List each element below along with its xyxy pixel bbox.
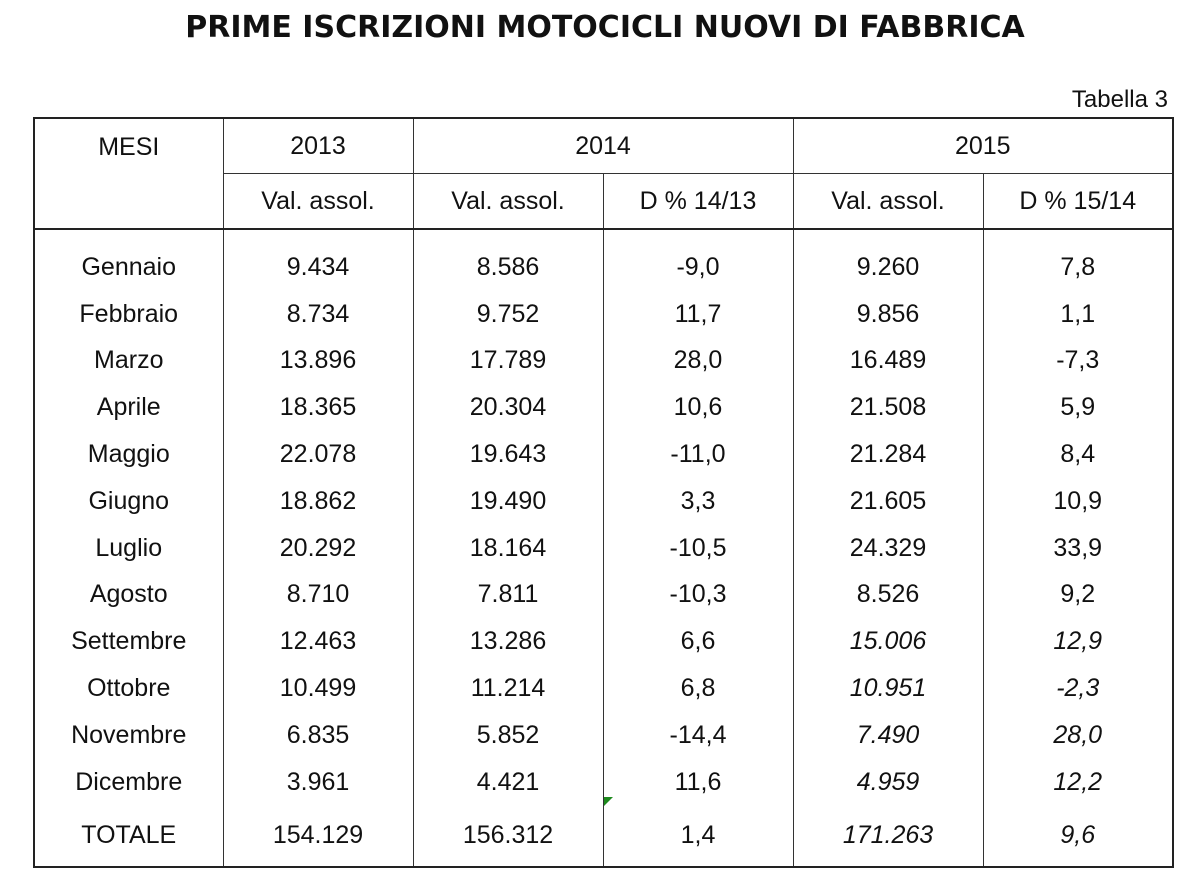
value-2015-cell: 7.490 [793, 712, 983, 759]
total-row [34, 806, 1173, 867]
delta-15-14-cell: -2,3 [983, 665, 1173, 712]
value-2015-cell: 21.284 [793, 431, 983, 478]
value-2015-cell: 9.260 [793, 244, 983, 291]
header-year-2014: 2014 [413, 118, 793, 174]
month-cell: Maggio [87, 440, 170, 469]
delta-14-13-cell: -11,0 [603, 431, 793, 478]
delta-14-13-cell: 11,6 [603, 759, 793, 806]
value-2013-cell: 9.434 [223, 244, 413, 291]
delta-15-14-cell: -7,3 [983, 338, 1173, 385]
value-2014-cell: 4.421 [413, 759, 603, 806]
delta-15-14-cell: 28,0 [983, 712, 1173, 759]
value-2015-cell: 16.489 [793, 338, 983, 385]
table-row [34, 291, 1173, 338]
delta-15-14-cell: 1,1 [983, 291, 1173, 338]
table-row [34, 431, 1173, 478]
delta-14-13-cell: 11,7 [603, 291, 793, 338]
value-2013-cell: 10.499 [223, 665, 413, 712]
value-2014-cell: 8.586 [413, 244, 603, 291]
value-2013-cell: 18.862 [223, 478, 413, 525]
value-2014-cell: 17.789 [413, 338, 603, 385]
value-2015-cell: 9.856 [793, 291, 983, 338]
header-row-years [34, 118, 1173, 174]
header-val-2015: Val. assol. [793, 174, 983, 230]
value-2015-cell: 24.329 [793, 525, 983, 572]
value-2013-cell: 22.078 [223, 431, 413, 478]
value-2015-cell: 15.006 [793, 618, 983, 665]
header-year-2015: 2015 [793, 118, 1173, 174]
total-label: TOTALE [81, 821, 177, 850]
value-2013-cell: 8.734 [223, 291, 413, 338]
month-cell: Gennaio [81, 252, 177, 281]
total-2013-cell: 154.129 [223, 806, 413, 867]
header-val-2014: Val. assol. [413, 174, 603, 230]
header-mesi: MESI [34, 118, 223, 229]
delta-14-13-cell: -14,4 [603, 712, 793, 759]
header-delta-15-14: D % 15/14 [983, 174, 1173, 230]
month-cell: Agosto [89, 580, 168, 609]
value-2014-cell: 13.286 [413, 618, 603, 665]
delta-15-14-cell: 33,9 [983, 525, 1173, 572]
value-2015-cell: 4.959 [793, 759, 983, 806]
table-row [34, 244, 1173, 291]
value-2014-cell: 5.852 [413, 712, 603, 759]
table-row [34, 384, 1173, 431]
value-2014-cell: 19.490 [413, 478, 603, 525]
table-row [34, 618, 1173, 665]
delta-14-13-cell: 3,3 [603, 478, 793, 525]
month-cell: Luglio [95, 533, 163, 562]
value-2015-cell: 8.526 [793, 572, 983, 619]
comment-marker-icon [604, 797, 613, 806]
total-2014-cell: 156.312 [413, 806, 603, 867]
delta-15-14-cell: 12,9 [983, 618, 1173, 665]
value-2013-cell: 20.292 [223, 525, 413, 572]
month-cell: Dicembre [75, 767, 183, 796]
delta-14-13-cell: -10,5 [603, 525, 793, 572]
table-label: Tabella 3 [1071, 86, 1168, 113]
value-2014-cell: 18.164 [413, 525, 603, 572]
total-2015-cell: 171.263 [793, 806, 983, 867]
month-cell: Giugno [88, 486, 170, 515]
delta-15-14-cell: 10,9 [983, 478, 1173, 525]
month-cell: Novembre [71, 720, 187, 749]
value-2014-cell: 7.811 [413, 572, 603, 619]
header-val-2013: Val. assol. [223, 174, 413, 230]
value-2014-cell: 20.304 [413, 384, 603, 431]
table-row [34, 338, 1173, 385]
value-2013-cell: 13.896 [223, 338, 413, 385]
month-cell: Ottobre [87, 674, 171, 703]
value-2013-cell: 18.365 [223, 384, 413, 431]
delta-15-14-cell: 12,2 [983, 759, 1173, 806]
registrations-table [33, 117, 1174, 868]
delta-14-13-cell: 6,6 [603, 618, 793, 665]
value-2014-cell: 11.214 [413, 665, 603, 712]
delta-15-14-cell: 7,8 [983, 244, 1173, 291]
month-cell: Febbraio [79, 299, 179, 328]
month-cell: Settembre [71, 627, 187, 656]
month-cell: Aprile [96, 393, 161, 422]
page-title: PRIME ISCRIZIONI MOTOCICLI NUOVI DI FABBRICA [185, 10, 1025, 45]
delta-14-13-cell: 28,0 [603, 338, 793, 385]
header-delta-14-13: D % 14/13 [603, 174, 793, 230]
value-2013-cell: 12.463 [223, 618, 413, 665]
value-2013-cell: 8.710 [223, 572, 413, 619]
value-2014-cell: 19.643 [413, 431, 603, 478]
delta-14-13-cell: -9,0 [603, 244, 793, 291]
value-2013-cell: 6.835 [223, 712, 413, 759]
header-year-2013: 2013 [223, 118, 413, 174]
delta-14-13-cell: 6,8 [603, 665, 793, 712]
table-row [34, 712, 1173, 759]
value-2015-cell: 10.951 [793, 665, 983, 712]
total-delta-15-14-cell: 9,6 [983, 806, 1173, 867]
value-2015-cell: 21.508 [793, 384, 983, 431]
delta-14-13-cell: 10,6 [603, 384, 793, 431]
total-delta-14-13-cell: 1,4 [603, 806, 793, 867]
table-row [34, 665, 1173, 712]
value-2013-cell: 3.961 [223, 759, 413, 806]
delta-15-14-cell: 9,2 [983, 572, 1173, 619]
delta-14-13-cell: -10,3 [603, 572, 793, 619]
table-row [34, 478, 1173, 525]
month-cell: Marzo [94, 346, 164, 375]
delta-15-14-cell: 5,9 [983, 384, 1173, 431]
table-row [34, 525, 1173, 572]
table-row [34, 572, 1173, 619]
value-2015-cell: 21.605 [793, 478, 983, 525]
value-2014-cell: 9.752 [413, 291, 603, 338]
delta-15-14-cell: 8,4 [983, 431, 1173, 478]
